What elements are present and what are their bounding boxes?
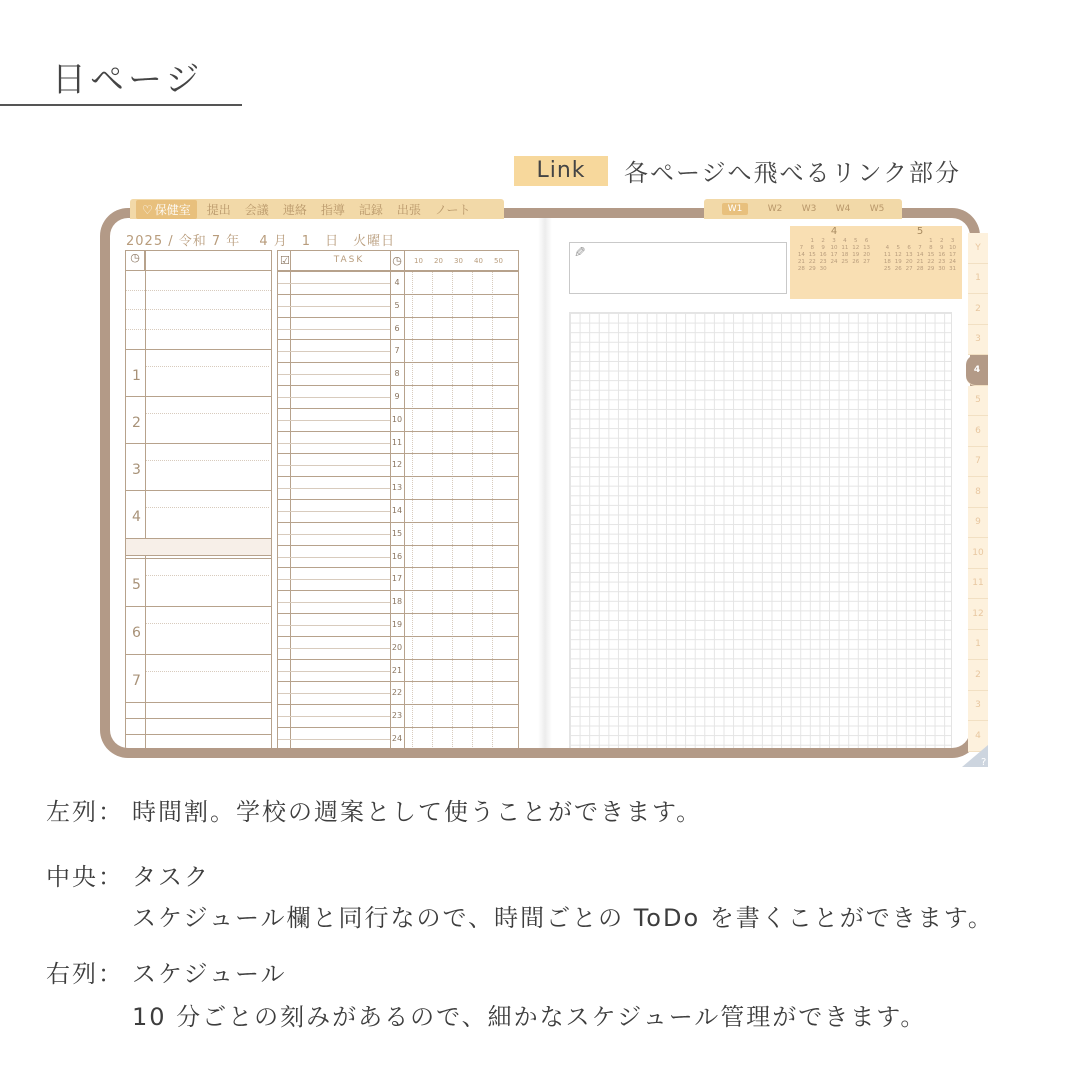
side-tab-9[interactable]: 9 <box>968 508 988 539</box>
hour-label: 11 <box>391 437 403 447</box>
note-label-0: 左列： <box>46 798 124 826</box>
month-side-tabs <box>968 233 990 752</box>
tab-label: 提出 <box>206 202 231 217</box>
mini-day[interactable]: 13 <box>863 245 871 251</box>
hour-row-5[interactable] <box>278 294 518 317</box>
hour-label: 6 <box>394 323 400 333</box>
side-tab-8[interactable]: 8 <box>968 477 988 508</box>
minute-label: 30 <box>454 257 463 265</box>
mini-day[interactable]: 12 <box>894 252 902 258</box>
side-tab-4[interactable]: 4 <box>966 355 988 386</box>
mini-day[interactable]: 26 <box>852 259 860 265</box>
side-tab-1[interactable]: 1 <box>968 264 988 295</box>
schedule-post-row <box>126 718 271 734</box>
schedule-period-6[interactable] <box>126 606 271 653</box>
link-legend <box>514 153 961 188</box>
hour-row-6[interactable] <box>278 317 518 340</box>
mini-day[interactable]: 2 <box>821 238 825 244</box>
schedule-pre-row <box>126 329 271 349</box>
planner-spine <box>538 218 552 748</box>
schedule-period-2[interactable] <box>126 396 271 443</box>
hour-label: 7 <box>394 346 400 356</box>
period-dotted-line <box>146 507 269 508</box>
minute-label: 50 <box>494 257 503 265</box>
mini-day[interactable]: 14 <box>916 252 924 258</box>
help-corner-icon[interactable] <box>962 745 988 767</box>
hour-label: 15 <box>391 528 403 538</box>
note-text: 時間割。学校の週案として使うことができます。 <box>132 798 703 826</box>
mini-day[interactable]: 19 <box>894 259 902 265</box>
mini-day <box>796 238 807 245</box>
period-dotted-line <box>146 413 269 414</box>
link-description: 各ページへ飛べるリンク部分 <box>624 159 962 187</box>
note-text: スケジュール <box>132 960 287 988</box>
tab-label: ノート <box>434 202 471 217</box>
task-sub-line <box>278 716 390 717</box>
planner-inner <box>110 218 970 748</box>
task-sub-line <box>278 443 390 444</box>
note-label-2: 右列： <box>46 960 124 988</box>
mini-day[interactable]: 16 <box>938 252 946 258</box>
schedule-pre-row <box>126 309 271 329</box>
mini-day[interactable]: 20 <box>863 252 871 258</box>
hour-row-17[interactable] <box>278 567 518 590</box>
schedule-period-7[interactable] <box>126 654 271 701</box>
mini-day[interactable]: 25 <box>841 259 849 265</box>
mini-day[interactable]: 29 <box>927 266 935 272</box>
hour-row-14[interactable] <box>278 499 518 522</box>
period-dotted-line <box>146 366 269 367</box>
hour-row-23[interactable] <box>278 704 518 727</box>
tab-label: 指導 <box>320 202 345 217</box>
task-sub-line <box>278 397 390 398</box>
schedule-column <box>125 250 272 748</box>
hour-label: 9 <box>394 392 400 401</box>
mini-day[interactable]: 27 <box>863 259 871 265</box>
mini-day[interactable]: 9 <box>821 245 825 251</box>
link-chip: Link <box>514 156 608 186</box>
mini-day[interactable]: 6 <box>864 238 869 244</box>
mini-day[interactable]: 5 <box>853 238 858 244</box>
task-sub-line <box>278 420 390 421</box>
category-tabs <box>130 199 504 219</box>
hour-row-13[interactable] <box>278 476 518 499</box>
svg-text:?: ? <box>981 757 987 767</box>
period-dotted-line <box>146 623 269 624</box>
hour-label: 14 <box>391 506 403 515</box>
note-text: スケジュール欄と同行なので、時間ごとの ToDo を書くことができます。 <box>132 904 994 932</box>
mini-day[interactable]: 16 <box>819 252 827 258</box>
task-sub-line <box>278 306 390 307</box>
date-line: 2025 / 令和 7 年 4 月 1 日 火曜日 <box>126 234 396 249</box>
side-tab-10[interactable]: 10 <box>968 538 988 569</box>
mini-month-label: 5 <box>916 226 924 237</box>
mini-month-4[interactable] <box>796 226 872 273</box>
hour-label: 5 <box>394 300 400 310</box>
mini-day[interactable]: 3 <box>950 238 955 244</box>
period-number: 5 <box>132 577 141 593</box>
mini-day[interactable]: 30 <box>819 266 827 272</box>
hour-row-10[interactable] <box>278 408 518 431</box>
schedule-period-5[interactable] <box>126 558 271 605</box>
mini-day <box>904 238 915 245</box>
hour-row-11[interactable] <box>278 431 518 454</box>
mini-day[interactable]: 17 <box>830 252 838 258</box>
schedule-pre-row <box>126 290 271 310</box>
hour-row-22[interactable] <box>278 681 518 704</box>
task-sub-line <box>278 579 390 580</box>
mini-day[interactable]: 29 <box>808 266 816 272</box>
tab-0[interactable] <box>136 200 197 219</box>
hour-label: 4 <box>394 278 400 287</box>
title-rule <box>0 104 242 106</box>
hour-row-12[interactable] <box>278 453 518 476</box>
period-number: 4 <box>132 509 141 525</box>
side-tab-13[interactable]: 1 <box>968 630 988 661</box>
hour-row-15[interactable] <box>278 522 518 545</box>
hour-row-8[interactable] <box>278 362 518 385</box>
mini-day[interactable]: 30 <box>938 266 946 272</box>
hour-label: 23 <box>391 711 403 721</box>
mini-day[interactable]: 24 <box>949 259 957 265</box>
mini-day[interactable]: 31 <box>949 266 957 272</box>
side-tab-5[interactable]: 5 <box>968 386 988 417</box>
task-sub-line <box>278 648 390 649</box>
hour-label: 17 <box>391 574 403 584</box>
task-sub-line <box>278 693 390 694</box>
mini-day[interactable]: 4 <box>885 245 890 251</box>
tab-label: 連絡 <box>282 202 307 217</box>
clock-icon: ◷ <box>392 254 402 267</box>
hour-label: 10 <box>391 414 403 424</box>
note-label-1: 中央： <box>46 863 124 891</box>
mini-day[interactable]: 21 <box>916 259 924 265</box>
mini-day <box>915 238 926 245</box>
mini-day[interactable]: 5 <box>896 245 901 251</box>
mini-day[interactable]: 14 <box>797 252 805 258</box>
task-sub-line <box>278 511 390 512</box>
mini-day[interactable]: 4 <box>843 238 847 244</box>
side-tab-16[interactable]: 4 <box>968 721 988 752</box>
planner-frame <box>100 208 980 758</box>
mini-day[interactable]: 19 <box>852 252 860 258</box>
schedule-period-4[interactable] <box>126 490 271 537</box>
tab-3[interactable] <box>283 201 307 218</box>
tab-7[interactable] <box>435 201 471 218</box>
hour-row-19[interactable] <box>278 613 518 636</box>
page-title: 日ページ <box>52 60 204 100</box>
tab-label: 記録 <box>358 202 383 217</box>
schedule-header-line <box>145 270 272 271</box>
heart-icon: ♡ <box>142 202 153 217</box>
mini-day[interactable]: 18 <box>883 259 891 265</box>
task-sub-line <box>278 488 390 489</box>
mini-month-5[interactable] <box>882 226 958 273</box>
hour-row-16[interactable] <box>278 545 518 568</box>
task-sub-line <box>278 602 390 603</box>
mini-day[interactable]: 7 <box>918 245 922 251</box>
tab-label: 出張 <box>396 202 421 217</box>
schedule-period-1[interactable] <box>126 349 271 396</box>
task-column <box>277 250 519 748</box>
minute-label: 20 <box>434 257 443 265</box>
side-tab-0[interactable]: Y <box>968 233 988 264</box>
side-tab-6[interactable]: 6 <box>968 416 988 447</box>
hour-row-7[interactable] <box>278 339 518 362</box>
mini-day[interactable]: 28 <box>797 266 805 272</box>
task-sub-line <box>278 283 390 284</box>
minute-label: 10 <box>414 257 423 265</box>
hour-row-24[interactable] <box>278 727 518 748</box>
week-tab-w2[interactable]: W2 <box>767 204 783 214</box>
clock-icon: ◷ <box>126 251 145 271</box>
hour-label: 13 <box>391 483 403 493</box>
mini-day[interactable]: 17 <box>949 252 957 258</box>
graph-paper[interactable] <box>569 312 952 748</box>
mini-day[interactable]: 3 <box>832 238 836 244</box>
note-text: タスク <box>132 863 210 891</box>
week-tab-w5[interactable]: W5 <box>869 204 885 214</box>
side-tab-15[interactable]: 3 <box>968 691 988 722</box>
mini-day[interactable]: 24 <box>830 259 838 265</box>
mini-day <box>882 238 893 245</box>
task-header <box>278 251 518 271</box>
week-tabs <box>704 199 902 219</box>
mini-day[interactable]: 23 <box>819 259 827 265</box>
mini-day[interactable]: 27 <box>905 266 913 272</box>
mini-day[interactable]: 1 <box>929 238 933 244</box>
schedule-post-row <box>126 734 271 748</box>
mini-day[interactable]: 9 <box>939 245 944 251</box>
task-sub-line <box>278 534 390 535</box>
mini-day <box>893 238 904 245</box>
mini-day[interactable]: 15 <box>927 252 935 258</box>
tab-5[interactable] <box>359 201 383 218</box>
mini-day[interactable]: 8 <box>810 245 815 251</box>
hour-label: 24 <box>391 734 403 743</box>
tab-label: 会議 <box>244 202 269 217</box>
task-sub-line <box>278 739 390 740</box>
task-sub-line <box>278 671 390 672</box>
mini-day[interactable]: 22 <box>808 259 816 265</box>
period-number: 2 <box>132 415 141 431</box>
side-tab-14[interactable]: 2 <box>968 660 988 691</box>
schedule-period-3[interactable] <box>126 443 271 490</box>
mini-month-days <box>796 238 872 273</box>
side-tab-11[interactable]: 11 <box>968 569 988 600</box>
mini-day[interactable]: 20 <box>905 259 913 265</box>
tab-2[interactable] <box>245 201 269 218</box>
period-dotted-line <box>146 575 269 576</box>
tab-4[interactable] <box>321 201 345 218</box>
hour-label: 20 <box>391 642 403 652</box>
mini-day[interactable]: 22 <box>927 259 935 265</box>
mini-day[interactable]: 2 <box>939 238 944 244</box>
mini-day[interactable]: 7 <box>799 245 804 251</box>
mini-day[interactable]: 13 <box>905 252 913 258</box>
memo-box[interactable] <box>569 242 787 294</box>
pencil-icon: ✎ <box>574 245 586 261</box>
mini-month-days <box>882 238 958 273</box>
mini-day[interactable]: 10 <box>949 245 957 251</box>
period-dotted-line <box>146 671 269 672</box>
minute-label: 40 <box>474 257 483 265</box>
period-number: 6 <box>132 625 141 641</box>
task-sub-line <box>278 557 390 558</box>
mini-day[interactable]: 1 <box>810 238 815 244</box>
task-sub-line <box>278 625 390 626</box>
mini-day[interactable]: 28 <box>916 266 924 272</box>
task-sub-line <box>278 374 390 375</box>
period-dotted-line <box>146 460 269 461</box>
hour-label: 22 <box>391 688 403 698</box>
task-sub-line <box>278 465 390 466</box>
schedule-post-row <box>126 702 271 718</box>
side-tab-2[interactable]: 2 <box>968 294 988 325</box>
hour-row-20[interactable] <box>278 636 518 659</box>
lunch-row <box>126 538 271 556</box>
mini-day[interactable]: 6 <box>907 245 911 251</box>
task-sub-line <box>278 329 390 330</box>
hour-label: 19 <box>391 620 403 629</box>
period-number: 3 <box>132 462 141 478</box>
mini-day[interactable]: 10 <box>830 245 838 251</box>
mini-day[interactable]: 11 <box>883 252 891 258</box>
hour-label: 18 <box>391 597 403 607</box>
task-sub-line <box>278 351 390 352</box>
hour-row-4[interactable] <box>278 271 518 294</box>
tab-label: 保健室 <box>154 202 191 217</box>
mini-calendar <box>790 226 962 299</box>
side-tab-7[interactable]: 7 <box>968 447 988 478</box>
tab-1[interactable] <box>207 201 231 218</box>
hour-row-9[interactable] <box>278 385 518 408</box>
hour-label: 21 <box>391 665 403 675</box>
period-number: 1 <box>132 368 141 384</box>
hour-label: 16 <box>391 551 403 561</box>
hour-row-21[interactable] <box>278 659 518 682</box>
side-tab-3[interactable]: 3 <box>968 325 988 356</box>
mini-day[interactable]: 8 <box>929 245 933 251</box>
mini-day[interactable]: 11 <box>841 245 849 251</box>
hour-row-18[interactable] <box>278 590 518 613</box>
mini-month-label: 4 <box>830 226 838 237</box>
week-tab-w1[interactable]: W1 <box>722 203 749 215</box>
mini-day[interactable]: 23 <box>938 259 946 265</box>
checkbox-icon: ☑ <box>280 254 290 267</box>
tab-6[interactable] <box>397 201 421 218</box>
hour-label: 12 <box>391 460 403 470</box>
mini-day[interactable]: 21 <box>797 259 805 265</box>
mini-day[interactable]: 25 <box>883 266 891 272</box>
hour-label: 8 <box>394 369 400 379</box>
week-tab-w3[interactable]: W3 <box>801 204 817 214</box>
task-header-label: TASK <box>333 255 365 265</box>
mini-day[interactable]: 15 <box>808 252 816 258</box>
side-tab-12[interactable]: 12 <box>968 599 988 630</box>
mini-day[interactable]: 18 <box>841 252 849 258</box>
week-tab-w4[interactable]: W4 <box>835 204 851 214</box>
note-text: 10 分ごとの刻みがあるので、細かなスケジュール管理ができます。 <box>132 1003 927 1031</box>
period-number: 7 <box>132 673 141 689</box>
mini-day[interactable]: 26 <box>894 266 902 272</box>
mini-day[interactable]: 12 <box>852 245 860 251</box>
